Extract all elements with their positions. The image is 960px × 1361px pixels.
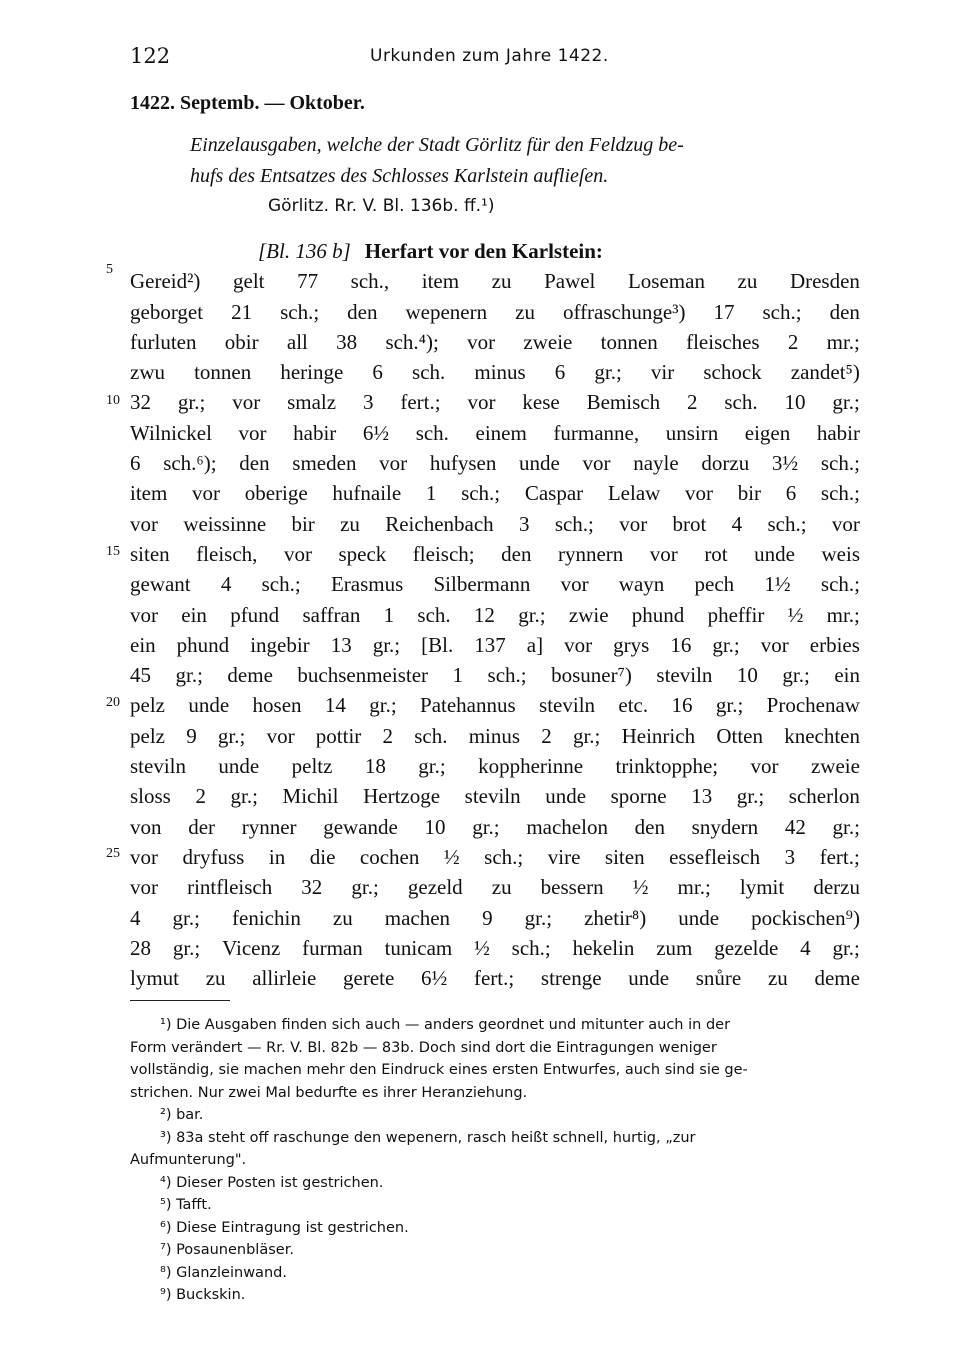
text-line: gewant 4 sch.; Erasmus Silbermann vor wayn pech 1½ sch.;	[130, 572, 860, 597]
footnote: ⁶) Diese Eintragung ist gestrichen.	[160, 1219, 409, 1236]
section-heading: Herfart vor den Karlstein:	[364, 239, 603, 263]
text-line: steviln unde peltz 18 gr.; koppherinne trinktopphe; vor zweie	[130, 754, 860, 779]
headline-line: Einzelausgaben, welche der Stadt Görlitz für den Feldzug be-	[190, 134, 684, 156]
text-line: vor weissinne bir zu Reichenbach 3 sch.; vor brot 4 sch.; vor	[130, 511, 860, 536]
text-line: vor ein pfund saffran 1 sch. 12 gr.; zwie phund pheffir ½ mr.;	[130, 602, 860, 627]
text-line: pelz unde hosen 14 gr.; Patehannus steviln etc. 16 gr.; Prochenaw	[130, 693, 860, 718]
footnote: ¹) Die Ausgaben finden sich auch — anders geordnet und mitunter auch in der	[160, 1017, 731, 1033]
footnotes	[130, 1014, 860, 1307]
text-line: 45 gr.; deme buchsenmeister 1 sch.; bosuner⁷) steviln 10 gr.; ein	[130, 663, 860, 688]
footnote: ⁹) Buckskin.	[160, 1287, 246, 1303]
line-number: 5	[106, 262, 113, 277]
source-reference: Görlitz. Rr. V. Bl. 136b. ff.¹)	[268, 196, 495, 216]
folio-reference: [Bl. 136 b]	[258, 239, 351, 263]
footnote-divider	[130, 1000, 230, 1001]
entry-date: 1422. Septemb. — Oktober.	[130, 92, 365, 114]
footnote: ⁵) Tafft.	[160, 1197, 212, 1213]
line-number: 20	[106, 695, 120, 710]
text-line: vor rintfleisch 32 gr.; gezeld zu bessern ½ mr.; lymit derzu	[130, 875, 860, 900]
text-line: Wilnickel vor habir 6½ sch. einem furmanne, unsirn eigen habir	[130, 420, 860, 445]
line-number: 15	[106, 544, 120, 559]
text-line: ein phund ingebir 13 gr.; [Bl. 137 a] vor grys 16 gr.; vor erbies	[130, 632, 860, 657]
footnote: Form verändert — Rr. V. Bl. 82b — 83b. Doch sind dort die Eintragungen weniger	[130, 1039, 717, 1056]
footnote: ⁸) Glanzleinwand.	[160, 1264, 287, 1281]
text-line: sloss 2 gr.; Michil Hertzoge steviln unde sporne 13 gr.; scherlon	[130, 784, 860, 809]
footnote: ³) 83a steht off raschunge den wepenern, rasch heißt schnell, hurtig, „zur	[160, 1129, 696, 1146]
headline-line: hufs des Entsatzes des Schlosses Karlstein auflieſen.	[190, 165, 609, 187]
text-line: 6 sch.⁶); den smeden vor hufysen unde vor nayle dorzu 3½ sch.;	[130, 451, 860, 476]
text-line: furluten obir all 38 sch.⁴); vor zweie tonnen fleisches 2 mr.;	[130, 329, 860, 354]
footnote: vollständig, sie machen mehr den Eindruck eines ersten Entwurfes, auch sind sie ge-	[130, 1062, 748, 1078]
page-number: 122	[130, 44, 171, 68]
footnote: ²) bar.	[160, 1107, 204, 1123]
text-line: pelz 9 gr.; vor pottir 2 sch. minus 2 gr.; Heinrich Otten knechten	[130, 723, 860, 748]
footnote: ⁴) Dieser Posten ist gestrichen.	[160, 1174, 384, 1191]
entry-headline	[190, 130, 860, 192]
text-line: geborget 21 sch.; den wepenern zu offraschunge³) 17 sch.; den	[130, 299, 860, 324]
text-line: 32 gr.; vor smalz 3 fert.; vor kese Bemisch 2 sch. 10 gr.;	[130, 390, 860, 415]
text-line: 28 gr.; Vicenz furman tunicam ½ sch.; hekelin zum gezelde 4 gr.;	[130, 935, 860, 960]
text-line: item vor oberige hufnaile 1 sch.; Caspar Lelaw vor bir 6 sch.;	[130, 481, 860, 506]
section-heading-line	[130, 236, 860, 266]
line-number: 10	[106, 393, 120, 408]
footnote: ⁷) Posaunenbläser.	[160, 1242, 294, 1258]
text-line: zwu tonnen heringe 6 sch. minus 6 gr.; vir schock zandet⁵)	[130, 360, 860, 385]
running-title: Urkunden zum Jahre 1422.	[370, 46, 609, 66]
text-line: von der rynner gewande 10 gr.; machelon den snydern 42 gr.;	[130, 814, 860, 839]
text-line: siten fleisch, vor speck fleisch; den rynnern vor rot unde weis	[130, 541, 860, 566]
text-line: Gereid²) gelt 77 sch., item zu Pawel Loseman zu Dresden	[130, 269, 860, 294]
footnote: Aufmunterung".	[130, 1152, 247, 1168]
text-line: vor dryfuss in die cochen ½ sch.; vire siten essefleisch 3 fert.;	[130, 844, 860, 869]
text-line: 4 gr.; fenichin zu machen 9 gr.; zhetir⁸) unde pockischen⁹)	[130, 905, 860, 930]
line-number: 25	[106, 846, 120, 861]
text-line: lymut zu allirleie gerete 6½ fert.; strenge unde snůre zu deme	[130, 966, 860, 991]
document-body	[130, 236, 860, 993]
page-header	[130, 44, 860, 74]
footnote: strichen. Nur zwei Mal bedurfte es ihrer Heranziehung.	[130, 1084, 528, 1101]
